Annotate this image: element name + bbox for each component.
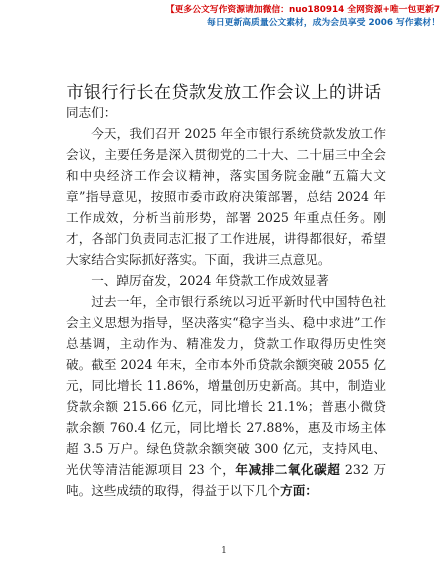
paragraph-achievements (66, 291, 386, 501)
document-title: 市银行行长在贷款发放工作会议上的讲话 (66, 83, 382, 103)
emphasis-text-2: 方面： (280, 483, 318, 498)
greeting: 同志们： (66, 105, 117, 120)
page-number: 1 (221, 546, 227, 556)
document-body (66, 102, 386, 501)
emphasis-text: 年减排二氧化碳超 (235, 462, 341, 477)
paragraph-achievements-text-2: 232 万吨。这些成绩的取得，得益于以下几个 (66, 462, 386, 498)
section-heading-1: 一、踔厉奋发，2024 年贷款工作成效显著 (91, 273, 329, 288)
promo-banner-line-1: 【更多公文写作资源请加微信：nuo180914 全网资源+唯一包更新7 (165, 5, 440, 15)
paragraph-achievements-text: 过去一年，全市银行系统以习近平新时代中国特色社会主义思想为指导，坚决落实“稳字当头、稳中求进”工作总基调，主动作为、精准发力，贷款工作取得历史性突破。截至 2024 年末，全市本外币贷款余额突破 2055 亿元，同比增长 11.86%，增量创历史新高。其中，制造业贷款余额 215.66 亿元，同比增长 21.1%；普惠小微贷款余额 760.4 亿元，同比增长 27.88%，惠及市场主体超 3.5 万户。绿色贷款余额突破 300 亿元，支持风电、光伏等清洁能源项目 23 个， (66, 294, 386, 477)
promo-banner-line-2: 每日更新高质量公文素材，成为会员享受 2006 写作素材！ (207, 18, 440, 28)
paragraph-intro: 今天，我们召开 2025 年全市银行系统贷款发放工作会议，主要任务是深入贯彻党的二十大、二十届三中全会和中央经济工作会议精神，落实国务院金融“五篇大文章”指导意见，按照市委市政府决策部署，总结 2024 年工作成效，分析当前形势，部署 2025 年重点任务。刚才，各部门负责同志汇报了工作进展，讲得都很好，希望大家结合实际抓好落实。下面，我讲三点意见。 (66, 126, 386, 267)
